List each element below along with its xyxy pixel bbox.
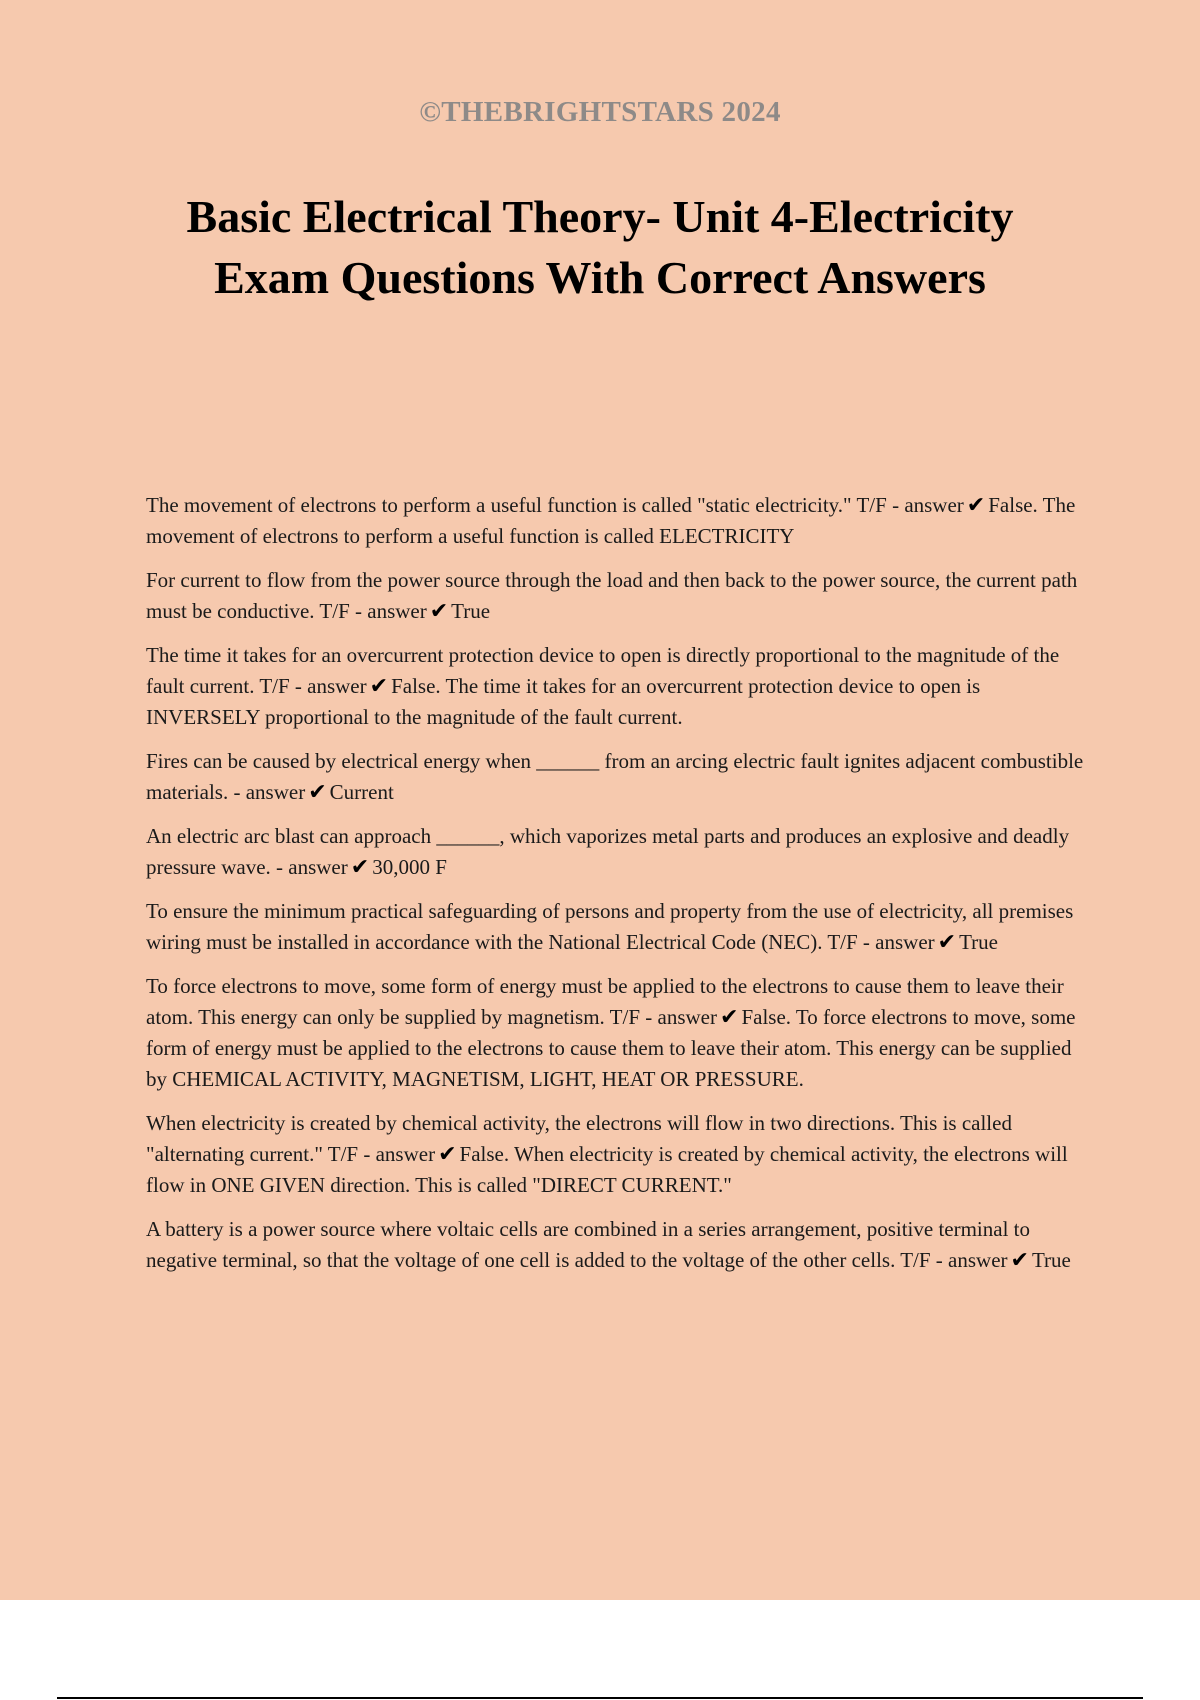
question-answer-list [146, 490, 1090, 1289]
answer-text: False. The time it takes for an overcurrent protection device to open is INVERSELY proportional to the magnitude of the fault current. [146, 674, 981, 729]
check-mark-icon: ✔ [350, 854, 370, 879]
question-text: Fires can be caused by electrical energy when ______ from an arcing electric fault ignites adjacent combustible materials. - answer [146, 749, 1084, 804]
qa-item [146, 640, 1090, 733]
copyright-watermark: ©THEBRIGHTSTARS 2024 [419, 96, 781, 128]
document-title [100, 186, 1100, 308]
answer-text: False. When electricity is created by chemical activity, the electrons will flow in ONE GIVEN direction. This is called "DIRECT CURRENT." [146, 1142, 1068, 1197]
question-text: To force electrons to move, some form of energy must be applied to the electrons to cause them to leave their atom. This energy can only be supplied by magnetism. T/F - answer [146, 974, 1064, 1029]
check-mark-icon: ✔ [308, 779, 327, 804]
qa-item [146, 746, 1090, 808]
check-mark-icon: ✔ [1010, 1247, 1029, 1272]
check-mark-icon: ✔ [369, 673, 389, 698]
question-text: When electricity is created by chemical activity, the electrons will flow in two directions. This is called "alternating current." T/F - answer [146, 1111, 1012, 1166]
footer-divider [57, 1697, 1143, 1699]
qa-item [146, 821, 1090, 883]
check-mark-icon: ✔ [438, 1141, 457, 1166]
answer-text: Current [329, 780, 394, 804]
question-text: For current to flow from the power source through the load and then back to the power source, the current path must be conductive. T/F - answer [146, 568, 1078, 623]
answer-text: True [1031, 1248, 1071, 1272]
question-text: To ensure the minimum practical safeguarding of persons and property from the use of electricity, all premises wiring must be installed in accordance with the National Electrical Code (NEC). T/F - answer [146, 899, 1074, 954]
check-mark-icon: ✔ [937, 929, 957, 954]
check-mark-icon: ✔ [720, 1004, 739, 1029]
check-mark-icon: ✔ [966, 492, 986, 517]
question-text: A battery is a power source where voltaic cells are combined in a series arrangement, positive terminal to negative terminal, so that the voltage of one cell is added to the voltage of the other cells. T/F - answer [146, 1217, 1031, 1272]
answer-text: True [959, 930, 998, 954]
qa-item [146, 490, 1090, 552]
check-mark-icon: ✔ [429, 598, 449, 623]
qa-item [146, 971, 1090, 1095]
title-line-2: Exam Questions With Correct Answers [214, 252, 986, 303]
question-text: The time it takes for an overcurrent protection device to open is directly proportional to the magnitude of the fault current. T/F - answer [146, 643, 1060, 698]
qa-item [146, 565, 1090, 627]
qa-item [146, 1214, 1090, 1276]
question-text: The movement of electrons to perform a useful function is called "static electricity." T/F - answer [146, 493, 964, 517]
question-text: An electric arc blast can approach ______, which vaporizes metal parts and produces an explosive and deadly pressure wave. - answer [146, 824, 1070, 879]
qa-item [146, 1108, 1090, 1201]
qa-item [146, 896, 1090, 958]
answer-text: False. To force electrons to move, some form of energy must be applied to the electrons to cause them to leave their atom. This energy can be supplied by CHEMICAL ACTIVITY, MAGNETISM, LIGHT, HEAT OR PRESSURE. [146, 1005, 1076, 1091]
title-line-1: Basic Electrical Theory- Unit 4-Electricity [186, 191, 1014, 242]
answer-text: 30,000 F [372, 855, 447, 879]
answer-text: True [451, 599, 491, 623]
answer-text: False. The movement of electrons to perform a useful function is called ELECTRICITY [146, 493, 1076, 548]
